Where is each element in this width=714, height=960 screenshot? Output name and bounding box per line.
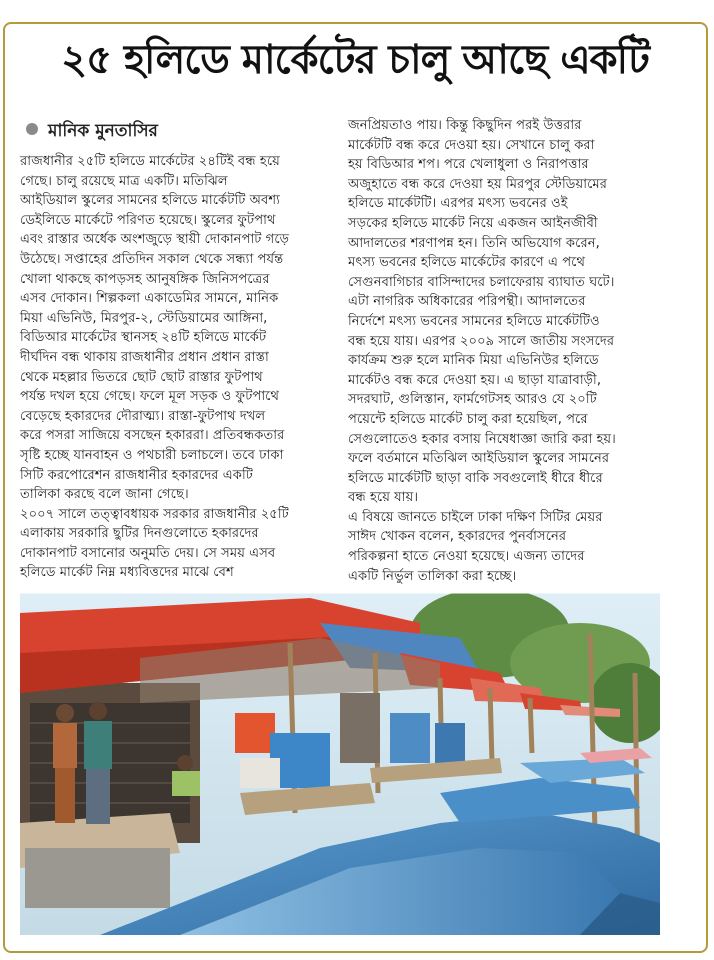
- article-line: মৎস্য ভবনের হলিডে মার্কেটের কারণে এ পথে: [348, 255, 585, 271]
- article-line: হলিডে মার্কেটটি। এরপর মৎস্য ভবনের ওই: [348, 196, 568, 212]
- article-line: জনপ্রিয়তাও পায়। কিন্তু কিছুদিন পরই উত্তরার: [348, 118, 582, 133]
- article-line: এলাকায় সরকারি ছুটির দিনগুলোতে হকারদের: [20, 526, 259, 542]
- article-line: পরিকল্পনা হাতে নেওয়া হয়েছে। এজন্য তাদের: [348, 549, 585, 565]
- article-line: খোলা থাকছে কাপড়সহ আনুষঙ্গিক জিনিসপত্রের: [20, 271, 270, 287]
- article-line: দোকানপাট বসানোর অনুমতি দেয়। সে সময় এসব: [20, 545, 276, 561]
- article-line: উঠেছে। সপ্তাহের প্রতিদিন সকাল থেকে সন্ধ্যা পর্যন্ত: [20, 251, 284, 267]
- byline: [26, 118, 158, 146]
- article-line: ডেইলিডে মার্কেটে পরিণত হয়েছে। স্কুলের ফুটপাথ: [20, 212, 276, 228]
- article-line: কার্যক্রম শুরু হলে মানিক মিয়া এভিনিউর হলিডে: [348, 353, 599, 369]
- article-line: থেকে মহল্লার ভিতরে ছোট ছোট রাস্তার ফুটপাথ: [20, 369, 263, 385]
- article-line: হলিডে মার্কেট নিম্ন মধ্যবিত্তদের মাঝে বেশ: [20, 565, 234, 581]
- article-line: এসব দোকান। শিল্পকলা একাডেমির সামনে, মানিক: [20, 291, 279, 307]
- article-line: বন্ধ হয়ে যায়। এরপর ২০০৯ সালে জাতীয় সংসদের: [348, 333, 615, 349]
- article-line: সৃষ্টি হচ্ছে যানবাহন ও পথচারী চলাচলে। তবে ঢাকা: [20, 447, 284, 463]
- article-column-right: [348, 116, 670, 586]
- article-line: বেড়েছে হকারদের দৌরাত্ম্য। রাস্তা-ফুটপাথ দখল: [20, 408, 266, 424]
- article-line: মার্কেটটি বন্ধ করে দেওয়া হয়। সেখানে চালু করা: [348, 137, 595, 153]
- article-line: হয় বিডিআর শপ। পরে খেলাধুলা ও নিরাপত্তার: [348, 157, 589, 173]
- author-name: মানিক মুনতাসির: [48, 121, 158, 141]
- article-line: রাজধানীর ২৫টি হলিডে মার্কেটের ২৪টিই বন্ধ হয়ে: [20, 154, 280, 169]
- article-line: সাঈদ খোকন বলেন, হকারদের পুনর্বাসনের: [348, 529, 567, 545]
- article-line: একটি নির্ভুল তালিকা করা হচ্ছে।: [348, 568, 517, 584]
- article-line: বন্ধ হয়ে যায়।: [348, 490, 419, 506]
- article-line: পয়েন্টে হলিডে মার্কেট চালু করা হয়েছিল, পরে: [348, 411, 588, 427]
- article-line: আদালতের শরণাপন্ন হন। তিনি অভিযোগ করেন,: [348, 235, 600, 251]
- article-line: সেগুলোতেও হকার বসায় নিষেধাজ্ঞা জারি করা হয়।: [348, 431, 616, 447]
- article-line: ফলে বর্তমানে মতিঝিল আইডিয়াল স্কুলের সামনের: [348, 451, 610, 467]
- bullet-icon: [26, 123, 38, 135]
- market-photo: [20, 593, 660, 935]
- article-line: অজুহাতে বন্ধ করে দেওয়া হয় মিরপুর স্টেডিয়ামের: [348, 176, 607, 192]
- article-line: মিয়া এভিনিউ, মিরপুর-২, স্টেডিয়ামের আঙ্গিনা,: [20, 310, 268, 326]
- article-line: তালিকা করছে বলে জানা গেছে।: [20, 487, 189, 503]
- article-line: নির্দেশে মৎস্য ভবনের সামনের হলিডে মার্কেটটিও: [348, 313, 600, 329]
- headline: ২৫ হলিডে মার্কেটের চালু আছে একটি: [61, 36, 649, 83]
- article-line: সিটি করপোরেশন রাজধানীর হকারদের একটি: [20, 467, 253, 483]
- article-line: সদরঘাট, গুলিস্তান, ফার্মগেটসহ আরও যে ২০টি: [348, 392, 597, 408]
- article-line: গেছে। চালু রয়েছে মাত্র একটি। মতিঝিল: [20, 173, 228, 189]
- article-line: মার্কেটও বন্ধ করে দেওয়া হয়। এ ছাড়া যাত্রাবাড়ী,: [348, 372, 602, 388]
- article-line: দীর্ঘদিন বন্ধ থাকায় রাজধানীর প্রধান প্রধান রাস্তা: [20, 349, 269, 365]
- article-line: এটা নাগরিক অধিকারের পরিপন্থী। আদালতের: [348, 294, 586, 310]
- article-line: বিডিআর মার্কেটের স্থানসহ ২৪টি হলিডে মার্কেট: [20, 330, 267, 346]
- article-line: আইডিয়াল স্কুলের সামনের হলিডে মার্কেটটি অবশ্য: [20, 193, 280, 209]
- article-line: ২০০৭ সালে তত্ত্বাবধায়ক সরকার রাজধানীর ২৫টি: [20, 506, 289, 522]
- market-photo-illustration: [20, 593, 660, 935]
- article-line: সেগুনবাগিচার বাসিন্দাদের চলাফেরায় ব্যাঘাত ঘটে।: [348, 274, 615, 290]
- article-column-left: [20, 152, 334, 583]
- article-line: এ বিষয়ে জানতে চাইলে ঢাকা দক্ষিণ সিটির মেয়র: [348, 509, 603, 525]
- article-line: হলিডে মার্কেটটি ছাড়া বাকি সবগুলোই ধীরে ধীরে: [348, 470, 603, 486]
- article-line: পর্যন্ত দখল হয়ে গেছে। ফলে মূল সড়ক ও ফুটপাথে: [20, 389, 279, 405]
- article-line: সড়কের হলিডে মার্কেট নিয়ে একজন আইনজীবী: [348, 215, 598, 231]
- article-line: এবং রাস্তার অর্ধেক অংশজুড়ে স্থায়ী দোকানপাট গড়ে: [20, 232, 290, 248]
- article-line: করে পসরা সাজিয়ে বসছেন হকাররা। প্রতিবন্ধকতার: [20, 428, 285, 444]
